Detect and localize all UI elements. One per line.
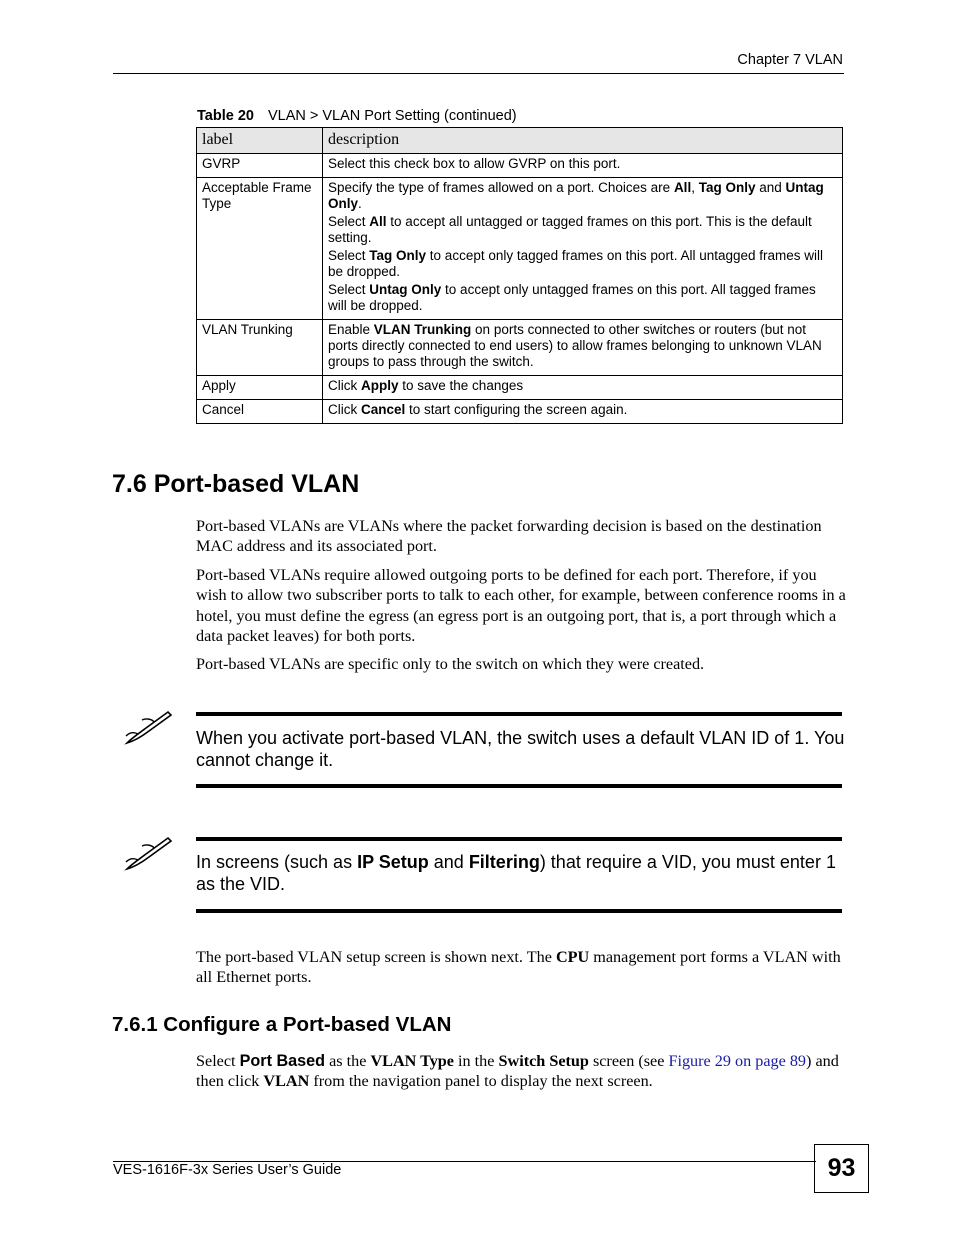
column-header-description: description (323, 128, 843, 154)
subsection-heading: 7.6.1 Configure a Port-based VLAN (112, 1013, 452, 1036)
text-part: The port-based VLAN setup screen is shown next. The (196, 948, 556, 966)
description-line: Select this check box to allow GVRP on this port. (328, 156, 621, 171)
row-description (323, 320, 843, 376)
body-paragraph (196, 947, 846, 988)
pencil-note-icon (124, 836, 174, 879)
note-text (196, 851, 846, 895)
row-label: Apply (197, 376, 323, 400)
figure-29-link[interactable]: Figure 29 on page 89 (668, 1052, 807, 1070)
text-part: screen (see (588, 1052, 669, 1070)
row-description (323, 376, 843, 400)
footer-guide-title: VES-1616F-3x Series User’s Guide (113, 1162, 342, 1178)
note-bottom-rule (196, 784, 842, 788)
pencil-note-icon-svg (124, 836, 174, 872)
row-label: VLAN Trunking (197, 320, 323, 376)
row-label: Cancel (197, 400, 323, 424)
bold-vlan-type: VLAN Type (370, 1052, 454, 1070)
table-row-vlan-trunking (197, 320, 843, 376)
header-rule (113, 73, 844, 74)
description-line: Click Cancel to start configuring the screen again. (328, 402, 628, 417)
note-text-part: ) that require a VID, you must enter 1 as the VID. (196, 852, 836, 894)
text-part: management port forms a VLAN with all Ethernet ports. (196, 948, 841, 987)
row-description (323, 400, 843, 424)
table-row-cancel (197, 400, 843, 424)
text-part: as the (325, 1052, 371, 1070)
bold-vlan: VLAN (263, 1072, 310, 1091)
bold-port-based: Port Based (239, 1052, 326, 1070)
note-text: When you activate port-based VLAN, the switch uses a default VLAN ID of 1. You cannot change it. (196, 728, 845, 770)
page-number: 93 (814, 1144, 869, 1193)
body-paragraph: Port-based VLANs are VLANs where the packet forwarding decision is based on the destination MAC address and its associated port. (196, 517, 822, 556)
table-header-row (197, 128, 843, 154)
table-caption-label: Table 20 (197, 108, 254, 124)
description-line: Specify the type of frames allowed on a port. Choices are All, Tag Only and Untag Only. (328, 180, 824, 211)
chapter-header: Chapter 7 VLAN (737, 52, 843, 68)
note-top-rule (196, 837, 842, 841)
body-paragraph (196, 1051, 846, 1092)
row-label (197, 178, 323, 320)
column-header-label: label (197, 128, 323, 154)
description-line: Enable VLAN Trunking on ports connected to other switches or routers (but not ports directly connected to end users) to allow frames belonging to unknown VLAN groups to pass through the switch. (328, 322, 822, 369)
text-part: ) (806, 1052, 812, 1070)
row-label: GVRP (197, 154, 323, 178)
text-part: in the (453, 1052, 499, 1070)
note-bold-ip-setup: IP Setup (357, 852, 429, 872)
vlan-port-setting-table (196, 127, 843, 424)
text-part: from the navigation panel to display the next screen. (309, 1072, 653, 1091)
pencil-note-icon-svg (124, 710, 174, 746)
row-description (323, 178, 843, 320)
bold-cpu: CPU (555, 948, 590, 966)
table-row-gvrp (197, 154, 843, 178)
note-text-part: In screens (such as (196, 852, 358, 872)
note-top-rule (196, 712, 842, 716)
text-part: Select (196, 1052, 240, 1070)
note-bottom-rule (196, 909, 842, 913)
table-row-apply (197, 376, 843, 400)
table-row-acceptable-frame-type (197, 178, 843, 320)
description-line: Select All to accept all untagged or tagged frames on this port. This is the default setting. (328, 214, 812, 245)
table-caption-text: VLAN > VLAN Port Setting (continued) (267, 108, 517, 124)
note-text-part: and (428, 852, 469, 872)
description-line: Click Apply to save the changes (328, 378, 524, 393)
table-caption (197, 108, 517, 124)
bold-switch-setup: Switch Setup (498, 1052, 589, 1070)
body-paragraph: Port-based VLANs are specific only to the switch on which they were created. (196, 655, 705, 673)
pencil-note-icon (124, 710, 174, 753)
row-label-text: Acceptable Frame Type (202, 180, 312, 211)
row-description (323, 154, 843, 178)
section-heading: 7.6 Port-based VLAN (112, 470, 360, 498)
text-part: and then click (196, 1052, 839, 1091)
description-line: Select Untag Only to accept only untagged frames on this port. All tagged frames will be dropped. (328, 282, 816, 313)
description-line: Select Tag Only to accept only tagged frames on this port. All untagged frames will be dropped. (328, 248, 824, 279)
note-bold-filtering: Filtering (468, 852, 540, 872)
body-paragraph: Port-based VLANs require allowed outgoing ports to be defined for each port. Therefore, if you wish to allow two subscriber ports to talk to each other, for example, between conference rooms in a hotel, you must define the egress (an egress port is an outgoing port, that is, a port through which a data packet leaves) for both ports. (196, 566, 846, 645)
